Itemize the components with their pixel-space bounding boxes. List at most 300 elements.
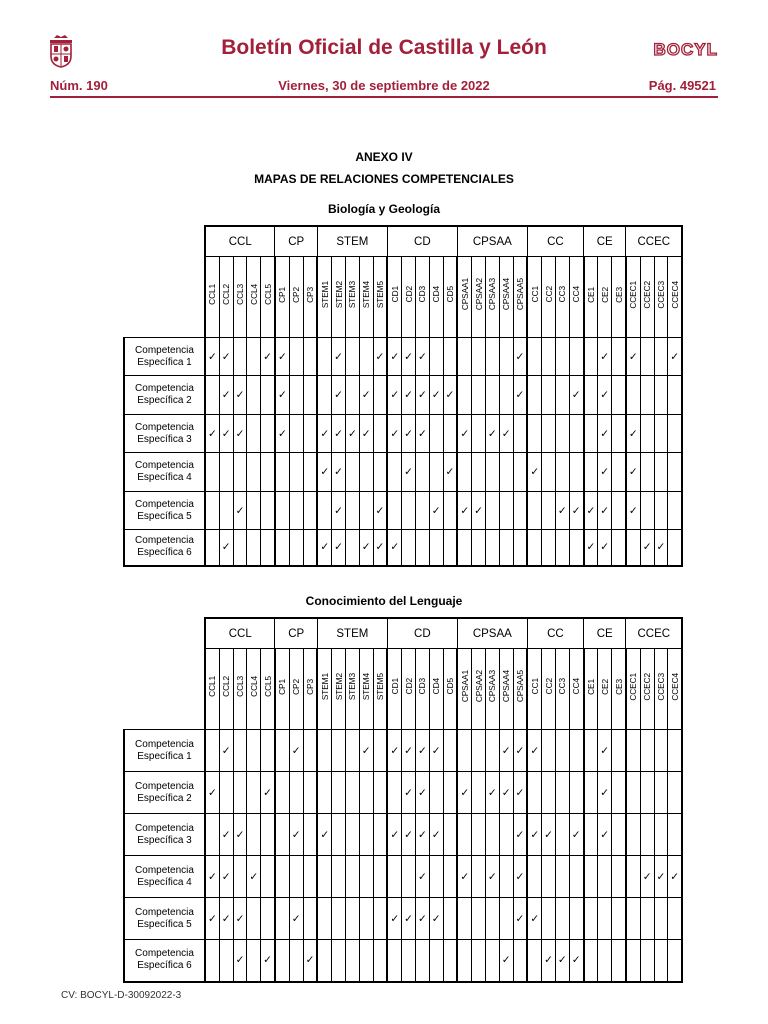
competence-code-cp3	[303, 649, 317, 730]
competence-code-label: CCL5	[262, 676, 273, 697]
check-mark-icon: ✓	[429, 814, 443, 856]
check-mark-icon: ✓	[359, 376, 373, 415]
row-label-line2: Específica 2	[137, 792, 192, 804]
competence-code-label: CD4	[431, 286, 442, 303]
group-header-stem: STEM	[317, 226, 387, 257]
empty-cell	[303, 376, 317, 415]
empty-cell	[584, 453, 598, 492]
competence-code-ccl5	[261, 649, 275, 730]
competence-code-cpsaa5	[513, 649, 527, 730]
empty-cell	[317, 338, 331, 376]
competence-code-label: CCL4	[248, 284, 259, 305]
check-mark-icon: ✓	[359, 730, 373, 772]
competence-code-label: CCEC3	[655, 672, 666, 701]
empty-cell	[275, 492, 289, 530]
empty-cell	[527, 940, 541, 982]
empty-cell	[626, 814, 640, 856]
row-label-line2: Específica 3	[137, 433, 192, 445]
empty-cell	[472, 940, 486, 982]
empty-cell	[345, 856, 359, 898]
check-mark-icon: ✓	[569, 940, 583, 982]
empty-cell	[345, 530, 359, 566]
check-mark-icon: ✓	[261, 940, 275, 982]
empty-cell	[499, 898, 513, 940]
competence-code-stem3	[345, 649, 359, 730]
empty-cell	[612, 814, 626, 856]
empty-cell	[303, 530, 317, 566]
row-label	[124, 492, 205, 530]
group-header-ce: CE	[584, 618, 626, 649]
check-mark-icon: ✓	[513, 772, 527, 814]
row-label-line2: Específica 5	[137, 918, 192, 930]
empty-cell	[555, 772, 569, 814]
empty-cell	[485, 453, 499, 492]
competence-code-label: STEM3	[347, 280, 358, 309]
empty-cell	[626, 856, 640, 898]
empty-cell	[668, 814, 682, 856]
empty-cell	[472, 730, 486, 772]
check-mark-icon: ✓	[513, 856, 527, 898]
empty-cell	[247, 898, 261, 940]
competence-code-label: CPSAA1	[459, 278, 470, 311]
empty-cell	[289, 415, 303, 453]
empty-cell	[275, 898, 289, 940]
empty-cell	[569, 453, 583, 492]
group-header-ce: CE	[584, 226, 626, 257]
check-mark-icon: ✓	[527, 898, 541, 940]
empty-cell	[513, 940, 527, 982]
empty-cell	[303, 415, 317, 453]
competence-code-label: CE1	[585, 678, 596, 695]
empty-cell	[612, 338, 626, 376]
row-label	[124, 772, 205, 814]
row-label-line1: Competencia	[135, 498, 194, 510]
group-header-cp: CP	[275, 618, 317, 649]
empty-cell	[205, 453, 219, 492]
empty-cell	[345, 772, 359, 814]
check-mark-icon: ✓	[387, 730, 401, 772]
empty-cell	[569, 415, 583, 453]
check-mark-icon: ✓	[317, 814, 331, 856]
competence-code-label: CCEC1	[628, 280, 639, 309]
competence-code-cc2	[542, 257, 556, 338]
competence-map-table-biologia	[123, 225, 683, 567]
check-mark-icon: ✓	[598, 492, 612, 530]
check-mark-icon: ✓	[261, 772, 275, 814]
row-label-line1: Competencia	[135, 822, 194, 834]
empty-cell	[275, 940, 289, 982]
empty-cell	[626, 940, 640, 982]
check-mark-icon: ✓	[668, 856, 682, 898]
row-label-line1: Competencia	[135, 906, 194, 918]
row-label	[124, 338, 205, 376]
empty-cell	[261, 376, 275, 415]
row-label-line1: Competencia	[135, 948, 194, 960]
check-mark-icon: ✓	[626, 338, 640, 376]
competence-code-ccl1	[205, 257, 219, 338]
empty-cell	[345, 940, 359, 982]
competence-code-label: CC4	[571, 678, 582, 695]
competence-code-ccl3	[233, 649, 247, 730]
empty-cell	[626, 530, 640, 566]
empty-cell	[598, 898, 612, 940]
check-mark-icon: ✓	[387, 898, 401, 940]
check-mark-icon: ✓	[598, 814, 612, 856]
check-mark-icon: ✓	[668, 338, 682, 376]
empty-cell	[499, 453, 513, 492]
empty-cell	[429, 338, 443, 376]
empty-cell	[402, 940, 416, 982]
empty-cell	[233, 530, 247, 566]
check-mark-icon: ✓	[402, 772, 416, 814]
group-header-ccec: CCEC	[626, 226, 682, 257]
check-mark-icon: ✓	[373, 492, 387, 530]
empty-cell	[345, 453, 359, 492]
check-mark-icon: ✓	[429, 376, 443, 415]
competence-code-ce1	[584, 649, 598, 730]
empty-cell	[289, 338, 303, 376]
competence-code-label: CC2	[543, 286, 554, 303]
empty-cell	[247, 530, 261, 566]
group-header-ccec: CCEC	[626, 618, 682, 649]
check-mark-icon: ✓	[569, 376, 583, 415]
competence-code-ccec3	[654, 649, 668, 730]
empty-cell	[499, 376, 513, 415]
check-mark-icon: ✓	[289, 814, 303, 856]
competence-code-label: CPSAA2	[473, 670, 484, 703]
competence-code-ccl3	[233, 257, 247, 338]
row-label	[124, 453, 205, 492]
empty-cell	[555, 415, 569, 453]
table-corner	[124, 618, 205, 730]
competence-code-cd3	[415, 257, 429, 338]
competence-code-label: CC1	[529, 286, 540, 303]
empty-cell	[499, 530, 513, 566]
empty-cell	[612, 856, 626, 898]
empty-cell	[443, 530, 457, 566]
empty-cell	[205, 376, 219, 415]
empty-cell	[542, 772, 556, 814]
row-label-line2: Específica 1	[137, 356, 192, 368]
check-mark-icon: ✓	[499, 415, 513, 453]
header-rule	[50, 96, 718, 98]
check-mark-icon: ✓	[415, 856, 429, 898]
competence-code-ccl5	[261, 257, 275, 338]
empty-cell	[457, 730, 471, 772]
check-mark-icon: ✓	[472, 492, 486, 530]
empty-cell	[640, 415, 654, 453]
empty-cell	[527, 530, 541, 566]
competence-code-label: CE1	[585, 286, 596, 303]
check-mark-icon: ✓	[387, 814, 401, 856]
empty-cell	[429, 856, 443, 898]
competence-code-ccec1	[626, 257, 640, 338]
empty-cell	[247, 730, 261, 772]
check-mark-icon: ✓	[598, 730, 612, 772]
empty-cell	[247, 940, 261, 982]
empty-cell	[569, 338, 583, 376]
row-label	[124, 730, 205, 772]
row-label-line2: Específica 3	[137, 834, 192, 846]
empty-cell	[317, 376, 331, 415]
check-mark-icon: ✓	[233, 898, 247, 940]
row-label	[124, 530, 205, 566]
row-label	[124, 856, 205, 898]
empty-cell	[219, 453, 233, 492]
empty-cell	[668, 453, 682, 492]
empty-cell	[205, 492, 219, 530]
empty-cell	[205, 730, 219, 772]
empty-cell	[612, 940, 626, 982]
empty-cell	[219, 772, 233, 814]
row-label-line1: Competencia	[135, 780, 194, 792]
empty-cell	[555, 730, 569, 772]
competence-code-cc4	[569, 257, 583, 338]
empty-cell	[485, 376, 499, 415]
empty-cell	[668, 772, 682, 814]
row-label-line1: Competencia	[135, 535, 194, 547]
check-mark-icon: ✓	[373, 530, 387, 566]
empty-cell	[317, 772, 331, 814]
empty-cell	[527, 492, 541, 530]
check-mark-icon: ✓	[402, 453, 416, 492]
empty-cell	[317, 730, 331, 772]
competence-code-label: CD3	[417, 678, 428, 695]
group-header-ccl: CCL	[205, 226, 275, 257]
row-label	[124, 376, 205, 415]
competence-code-ccec2	[640, 257, 654, 338]
empty-cell	[612, 376, 626, 415]
empty-cell	[429, 415, 443, 453]
check-mark-icon: ✓	[247, 856, 261, 898]
empty-cell	[345, 814, 359, 856]
check-mark-icon: ✓	[317, 530, 331, 566]
empty-cell	[668, 898, 682, 940]
empty-cell	[317, 898, 331, 940]
competence-code-cd5	[443, 257, 457, 338]
empty-cell	[457, 898, 471, 940]
competence-code-label: CCEC1	[628, 672, 639, 701]
check-mark-icon: ✓	[345, 415, 359, 453]
empty-cell	[640, 492, 654, 530]
empty-cell	[612, 730, 626, 772]
empty-cell	[233, 338, 247, 376]
check-mark-icon: ✓	[359, 530, 373, 566]
check-mark-icon: ✓	[387, 338, 401, 376]
competence-code-stem1	[317, 649, 331, 730]
empty-cell	[654, 898, 668, 940]
check-mark-icon: ✓	[415, 338, 429, 376]
check-mark-icon: ✓	[443, 376, 457, 415]
empty-cell	[332, 772, 346, 814]
competence-code-label: CP2	[291, 286, 302, 303]
competence-code-stem2	[332, 257, 346, 338]
empty-cell	[668, 376, 682, 415]
empty-cell	[499, 856, 513, 898]
empty-cell	[542, 492, 556, 530]
empty-cell	[640, 814, 654, 856]
empty-cell	[373, 415, 387, 453]
competence-code-ccl1	[205, 649, 219, 730]
empty-cell	[261, 898, 275, 940]
check-mark-icon: ✓	[457, 772, 471, 814]
empty-cell	[612, 415, 626, 453]
empty-cell	[542, 856, 556, 898]
empty-cell	[584, 940, 598, 982]
check-mark-icon: ✓	[402, 376, 416, 415]
empty-cell	[457, 940, 471, 982]
empty-cell	[542, 453, 556, 492]
check-mark-icon: ✓	[332, 453, 346, 492]
row-label-line1: Competencia	[135, 460, 194, 471]
competence-code-ccl4	[247, 649, 261, 730]
empty-cell	[303, 814, 317, 856]
check-mark-icon: ✓	[387, 530, 401, 566]
empty-cell	[654, 814, 668, 856]
empty-cell	[443, 940, 457, 982]
empty-cell	[247, 772, 261, 814]
check-mark-icon: ✓	[275, 415, 289, 453]
empty-cell	[569, 530, 583, 566]
empty-cell	[499, 814, 513, 856]
table-row	[124, 376, 682, 415]
competence-code-stem3	[345, 257, 359, 338]
empty-cell	[373, 814, 387, 856]
competence-code-ccl4	[247, 257, 261, 338]
table-row	[124, 898, 682, 940]
empty-cell	[640, 772, 654, 814]
check-mark-icon: ✓	[542, 940, 556, 982]
empty-cell	[555, 898, 569, 940]
check-mark-icon: ✓	[485, 856, 499, 898]
competence-code-cd3	[415, 649, 429, 730]
empty-cell	[359, 814, 373, 856]
empty-cell	[457, 376, 471, 415]
check-mark-icon: ✓	[219, 530, 233, 566]
check-mark-icon: ✓	[233, 814, 247, 856]
empty-cell	[612, 530, 626, 566]
empty-cell	[513, 453, 527, 492]
empty-cell	[289, 530, 303, 566]
competence-code-label: STEM4	[361, 280, 372, 309]
competence-code-cpsaa3	[485, 649, 499, 730]
empty-cell	[485, 730, 499, 772]
empty-cell	[513, 492, 527, 530]
check-mark-icon: ✓	[598, 530, 612, 566]
competence-code-label: CCEC2	[642, 280, 653, 309]
empty-cell	[555, 530, 569, 566]
empty-cell	[457, 814, 471, 856]
empty-cell	[654, 415, 668, 453]
empty-cell	[443, 772, 457, 814]
empty-cell	[654, 940, 668, 982]
empty-cell	[499, 492, 513, 530]
empty-cell	[275, 730, 289, 772]
competence-code-ccec1	[626, 649, 640, 730]
empty-cell	[373, 730, 387, 772]
group-header-stem: STEM	[317, 618, 387, 649]
empty-cell	[289, 376, 303, 415]
competence-code-cc3	[555, 257, 569, 338]
competence-code-label: STEM2	[333, 280, 344, 309]
empty-cell	[555, 376, 569, 415]
competence-code-cd2	[402, 649, 416, 730]
table-row	[124, 730, 682, 772]
competence-code-label: CCL1	[207, 284, 218, 305]
empty-cell	[415, 492, 429, 530]
empty-cell	[429, 530, 443, 566]
check-mark-icon: ✓	[233, 415, 247, 453]
empty-cell	[247, 814, 261, 856]
empty-cell	[345, 730, 359, 772]
empty-cell	[542, 338, 556, 376]
competence-code-label: STEM4	[361, 672, 372, 701]
competence-code-cc1	[527, 257, 541, 338]
empty-cell	[332, 814, 346, 856]
empty-cell	[415, 453, 429, 492]
check-mark-icon: ✓	[205, 856, 219, 898]
competence-code-label: CP1	[277, 678, 288, 695]
empty-cell	[555, 453, 569, 492]
empty-cell	[542, 730, 556, 772]
empty-cell	[261, 856, 275, 898]
page-number: Pág. 49521	[648, 78, 716, 93]
empty-cell	[247, 415, 261, 453]
empty-cell	[485, 940, 499, 982]
empty-cell	[289, 856, 303, 898]
competence-code-label: CC2	[543, 678, 554, 695]
empty-cell	[598, 856, 612, 898]
empty-cell	[415, 940, 429, 982]
empty-cell	[668, 940, 682, 982]
empty-cell	[373, 376, 387, 415]
competence-code-label: CPSAA3	[487, 278, 498, 311]
competence-code-label: CD2	[403, 678, 414, 695]
check-mark-icon: ✓	[429, 898, 443, 940]
competence-code-label: CPSAA4	[501, 278, 512, 311]
empty-cell	[359, 338, 373, 376]
check-mark-icon: ✓	[387, 415, 401, 453]
empty-cell	[429, 453, 443, 492]
competence-code-label: CP1	[277, 286, 288, 303]
check-mark-icon: ✓	[275, 376, 289, 415]
competence-code-cc1	[527, 649, 541, 730]
row-label-line1: Competencia	[135, 421, 194, 433]
empty-cell	[542, 415, 556, 453]
competence-code-stem2	[332, 649, 346, 730]
competence-code-stem5	[373, 257, 387, 338]
empty-cell	[457, 338, 471, 376]
check-mark-icon: ✓	[402, 814, 416, 856]
empty-cell	[626, 898, 640, 940]
table-2-title: Conocimiento del Lenguaje	[305, 594, 463, 608]
empty-cell	[472, 338, 486, 376]
check-mark-icon: ✓	[332, 415, 346, 453]
competence-code-label: CC3	[557, 286, 568, 303]
competence-code-cp1	[275, 257, 289, 338]
competence-code-cp2	[289, 257, 303, 338]
competence-code-stem4	[359, 257, 373, 338]
check-mark-icon: ✓	[584, 530, 598, 566]
empty-cell	[303, 730, 317, 772]
competence-code-ce3	[612, 649, 626, 730]
check-mark-icon: ✓	[219, 338, 233, 376]
competence-code-stem5	[373, 649, 387, 730]
empty-cell	[359, 492, 373, 530]
table-corner	[124, 226, 205, 338]
check-mark-icon: ✓	[219, 814, 233, 856]
empty-cell	[373, 940, 387, 982]
